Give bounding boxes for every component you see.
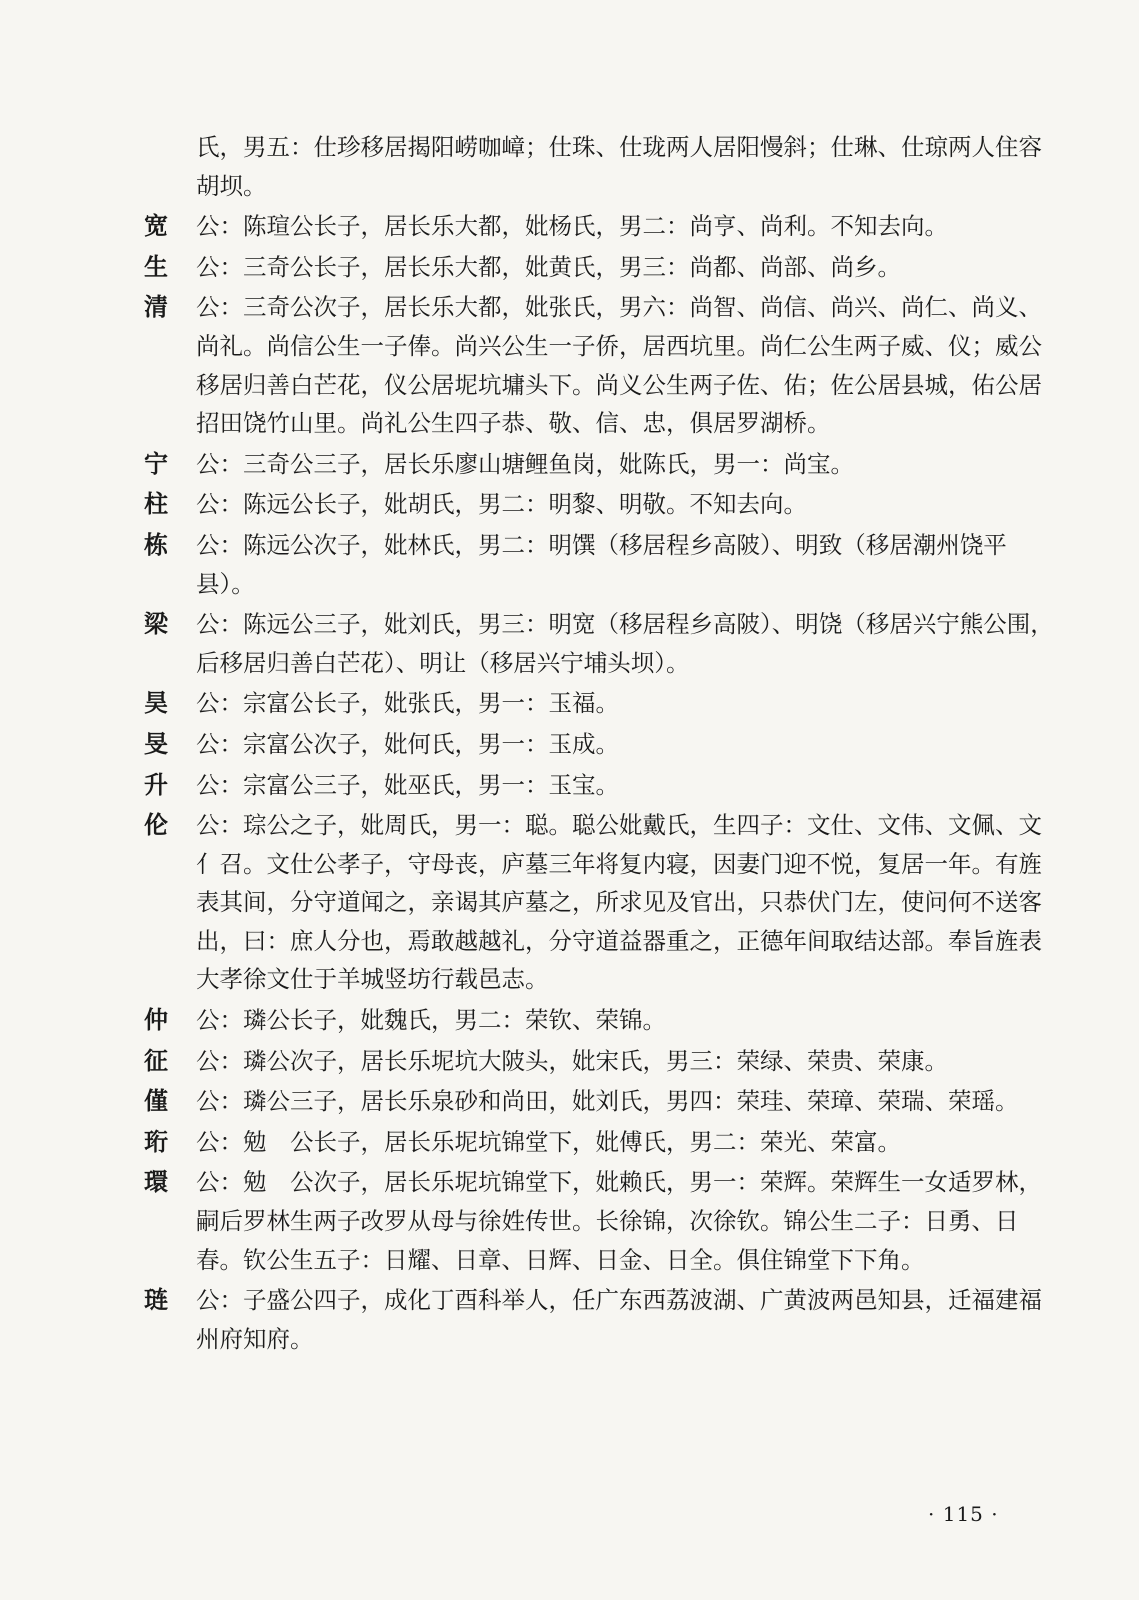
entry-ning — [144, 445, 1059, 484]
entry-lun — [144, 806, 1059, 999]
entry-text: 公：三奇公次子，居长乐大都，妣张氏，男六：尚智、尚信、尚兴、尚仁、尚义、尚礼。尚信公生一子俸。尚兴公生一子侨，居西坑里。尚仁公生两子威、仪；威公移居归善白芒花，仪公居坭坑墉头下。尚义公生两子佐、佑；佐公居县城，佑公居招田饶竹山里。尚礼公生四子恭、敬、信、忠，俱居罗湖桥。 — [196, 293, 1042, 438]
entry-text: 公：陈远公次子，妣林氏，男二：明馔（移居程乡高陂）、明致（移居潮州饶平县）。 — [196, 530, 1007, 598]
entry-name: 宁 — [144, 449, 168, 478]
entry-text: 公：三奇公长子，居长乐大都，妣黄氏，男三：尚都、尚部、尚乡。 — [196, 252, 901, 281]
entry-liang — [144, 605, 1059, 682]
entry-name: 珩 — [144, 1127, 168, 1156]
entry-name: 琏 — [144, 1286, 168, 1315]
genealogy-text — [144, 128, 1059, 1358]
entry-name: 仲 — [144, 1006, 168, 1035]
entry-name: 旻 — [144, 729, 168, 758]
entry-huan — [144, 1163, 1059, 1279]
entry-name: 清 — [144, 293, 168, 322]
entry-lian — [144, 1281, 1059, 1358]
entry-text: 公：宗富公长子，妣张氏，男一：玉福。 — [196, 689, 619, 718]
entry-heng — [144, 1123, 1059, 1162]
entry-sheng — [144, 248, 1059, 287]
entry-text: 公：璘公三子，居长乐泉砂和尚田，妣刘氏，男四：荣珪、荣璋、荣瑞、荣瑶。 — [196, 1087, 1019, 1116]
entry-name: 環 — [144, 1168, 168, 1197]
page-number: · 115 · — [928, 1502, 999, 1526]
entry-name: 昊 — [144, 689, 168, 718]
entry-text: 公：三奇公三子，居长乐廖山塘鲤鱼岗，妣陈氏，男一：尚宝。 — [196, 449, 854, 478]
entry-zhu — [144, 485, 1059, 524]
entry-name: 宽 — [144, 212, 168, 241]
entry-text: 公：勉 公次子，居长乐坭坑锦堂下，妣赖氏，男一：荣辉。荣辉生一女适罗林，嗣后罗林生两子改罗从母与徐姓传世。长徐锦，次徐钦。锦公生二子：日勇、日春。钦公生五子：日耀、日章、日辉、日金、日全。俱住锦堂下下角。 — [196, 1168, 1042, 1274]
entry-text: 公：陈远公长子，妣胡氏，男二：明黎、明敬。不知去向。 — [196, 490, 807, 519]
entry-sheng2 — [144, 766, 1059, 805]
entry-zheng — [144, 1042, 1059, 1081]
entry-name: 栋 — [144, 530, 168, 559]
entry-min — [144, 725, 1059, 764]
entry-text: 公：子盛公四子，成化丁酉科举人，任广东西荔波湖、广黄波两邑知县，迁福建福州府知府。 — [196, 1286, 1042, 1353]
entry-name: 生 — [144, 252, 168, 281]
continuation-paragraph: 氏，男五：仕珍移居揭阳崂咖嶂；仕珠、仕珑两人居阳慢斜；仕琳、仕琼两人住容胡坝。 — [196, 133, 1042, 200]
entry-text: 公：璘公次子，居长乐坭坑大陂头，妣宋氏，男三：荣绿、荣贵、荣康。 — [196, 1046, 948, 1075]
entry-zhong — [144, 1001, 1059, 1040]
entry-text: 公：宗富公次子，妣何氏，男一：玉成。 — [196, 729, 619, 758]
entry-name: 征 — [144, 1046, 168, 1075]
entry-text: 公：琮公之子，妣周氏，男一：聪。聪公妣戴氏，生四子：文仕、文伟、文佩、文亻召。文仕公孝子，守母丧，庐墓三年将复内寝，因妻门迎不悦，复居一年。有旌表其间，分守道闻之，亲谒其庐墓之，所求见及官出，只恭伏门左，使问何不送客出，曰：庶人分也，焉敢越越礼，分守道益器重之，正德年间取结达部。奉旨旌表大孝徐文仕于羊城竖坊行载邑志。 — [196, 811, 1042, 994]
entry-name: 升 — [144, 770, 168, 799]
entry-text: 公：宗富公三子，妣巫氏，男一：玉宝。 — [196, 770, 619, 799]
entry-hao — [144, 684, 1059, 723]
entry-text: 公：璘公长子，妣魏氏，男二：荣钦、荣锦。 — [196, 1006, 666, 1035]
entry-kuan — [144, 207, 1059, 246]
entry-jin — [144, 1082, 1059, 1121]
entry-name: 伦 — [144, 811, 168, 840]
entry-name: 柱 — [144, 490, 168, 519]
entry-text: 公：陈瑄公长子，居长乐大都，妣杨氏，男二：尚亨、尚利。不知去向。 — [196, 212, 948, 241]
entry-qing — [144, 288, 1059, 442]
entry-dong — [144, 526, 1059, 603]
entry-text: 公：陈远公三子，妣刘氏，男三：明宽（移居程乡高陂）、明饶（移居兴宁熊公围，后移居归善白芒花）、明让（移居兴宁埔头坝）。 — [196, 610, 1054, 677]
entry-name: 梁 — [144, 610, 168, 639]
entry-name: 僅 — [144, 1087, 168, 1116]
entry-text: 公：勉 公长子，居长乐坭坑锦堂下，妣傅氏，男二：荣光、荣富。 — [196, 1127, 901, 1156]
